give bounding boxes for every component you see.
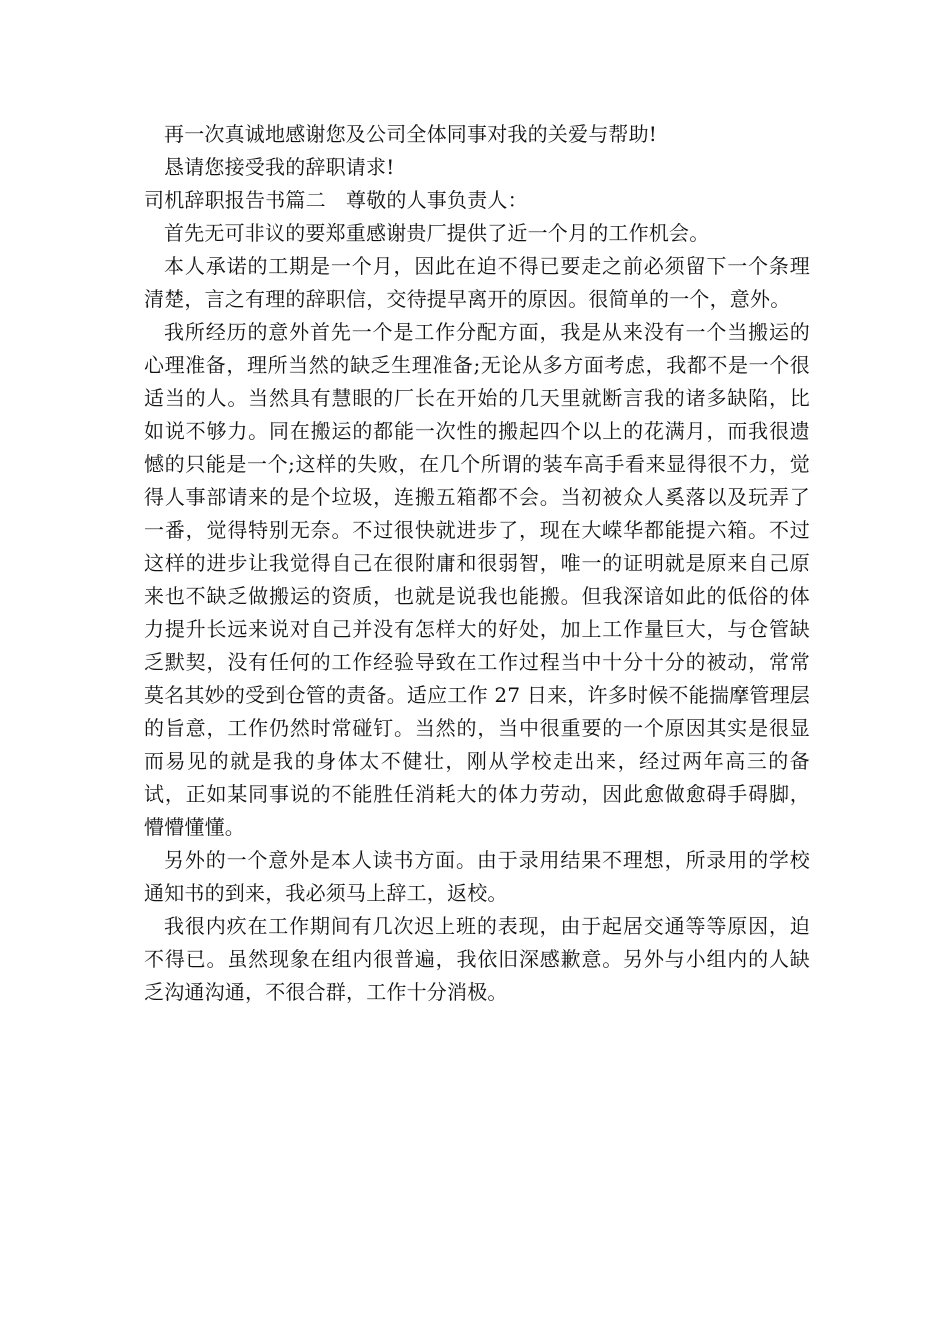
paragraph-gratitude: 首先无可非议的要郑重感谢贵厂提供了近一个月的工作机会。: [164, 221, 710, 245]
document-body: [144, 118, 810, 1009]
paragraph-work-experience: 我所经历的意外首先一个是工作分配方面，我是从来没有一个当搬运的心理准备，理所当然的缺乏生理准备;无论从多方面考虑，我都不是一个很适当的人。当然具有慧眼的厂长在开始的几天里就断言我的诸多缺陷，比如说不够力。同在搬运的都能一次性的搬起四个以上的花满月，而我很遗憾的只能是一个;这样的失败，在几个所谓的装车高手看来显得很不力，觉得人事部请来的是个垃圾，连搬五箱都不会。当初被众人奚落以及玩弄了一番，觉得特别无奈。不过很快就进步了，现在大嵘华都能提六箱。不过这样的进步让我觉得自己在很附庸和很弱智，唯一的证明就是原来自己原来也不缺乏做搬运的资质，也就是说我也能搬。但我深谙如此的低俗的体力提升长远来说对自己并没有怎样大的好处，加上工作量巨大，与仓管缺乏默契，没有任何的工作经验导致在工作过程当中十分十分的被动，常常莫名其妙的受到仓管的责备。适应工作 27 日来，许多时候不能揣摩管理层的旨意，工作仍然时常碰钉。当然的，当中很重要的一个原因其实是很显而易见的就是我的身体太不健壮，刚从学校走出来，经过两年高三的备试，正如某同事说的不能胜任消耗大的体力劳动，因此愈做愈碍手碍脚，懵懵懂懂。: [144, 320, 810, 839]
section-heading: 司机辞职报告书篇二 尊敬的人事负责人：: [144, 188, 528, 212]
paragraph-study: 另外的一个意外是本人读书方面。由于录用结果不理想，所录用的学校通知书的到来，我必须马上辞工，返校。: [144, 848, 810, 905]
paragraph-request: 恳请您接受我的辞职请求!: [164, 155, 395, 179]
paragraph-apology: 我很内疚在工作期间有几次迟上班的表现，由于起居交通等等原因，迫不得已。虽然现象在组内很普遍，我依旧深感歉意。另外与小组内的人缺乏沟通沟通，不很合群，工作十分消极。: [144, 914, 810, 1004]
paragraph-commitment: 本人承诺的工期是一个月，因此在迫不得已要走之前必须留下一个条理清楚，言之有理的辞职信，交待提早离开的原因。很简单的一个，意外。: [144, 254, 810, 311]
paragraph-thanks: 再一次真诚地感谢您及公司全体同事对我的关爱与帮助!: [164, 122, 658, 146]
